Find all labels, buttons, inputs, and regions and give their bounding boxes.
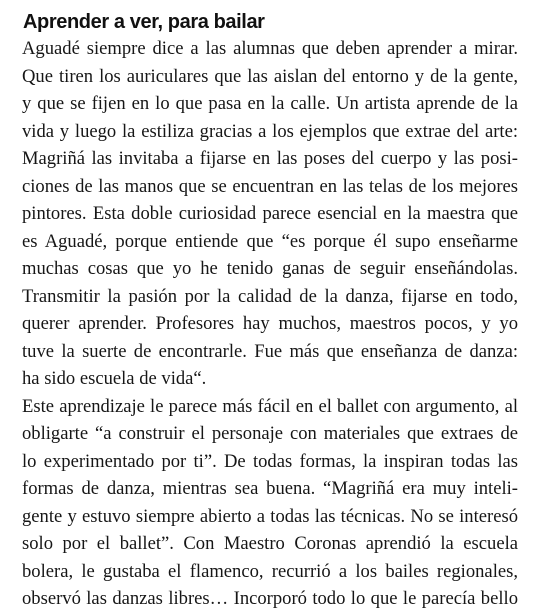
text-line: querer aprender. Profesores hay muchos, maestros pocos, y yo [22,313,518,334]
text-line: vida y luego la estiliza gracias a los ejemplos que extrae del arte: [22,120,518,142]
text-line: bolera, le gustaba el flamenco, recurrió a los bailes regionales, [22,560,518,582]
text-line: observó las danzas libres… Incorporó todo lo que le parecía bello [22,588,518,609]
paragraph-1 [22,35,518,393]
section-heading: Aprender a ver, para bailar [23,11,265,33]
text-line: Este aprendizaje le parece más fácil en el ballet con argumento, al [22,395,518,417]
text-line: pintores. Esta doble curiosidad parece esencial en la maestra que [22,203,518,224]
text-line: tuve la suerte de encontrarle. Fue más que enseñanza de danza: [22,340,518,362]
text-line: Transmitir la pasión por la calidad de la danza, fijarse en todo, [22,285,518,307]
text-line: Que tiren los auriculares que las aislan del entorno y de la gente, [22,65,518,87]
text-line: gente y estuvo siempre abierto a todas las técnicas. No se interesó [22,505,518,527]
article-body [22,35,518,613]
text-line: muchas cosas que yo he tenido ganas de seguir enseñándolas. [22,258,518,279]
text-line: obligarte “a construir el personaje con materiales que extraes de [22,423,518,444]
paragraph-2 [22,393,518,613]
text-line: es Aguadé, porque entiende que “es porque él supo enseñarme [22,230,518,252]
text-line: Magriñá las invitaba a fijarse en las poses del cuerpo y las posi- [22,148,518,169]
text-line: formas de danza, mientras sea buena. “Magriñá era muy inteli- [22,478,518,499]
text-line: solo por el ballet”. Con Maestro Coronas aprendió la escuela [22,533,518,554]
text-line: lo experimentado por ti”. De todas formas, la inspiran todas las [22,450,518,472]
text-line: ciones de las manos que se encuentran en las telas de los mejores [22,175,518,197]
text-line: ha sido escuela de vida“. [22,368,207,389]
text-line: y que se fijen en lo que pasa en la calle. Un artista aprende de la [22,93,518,114]
text-line: Aguadé siempre dice a las alumnas que deben aprender a mirar. [22,38,518,59]
